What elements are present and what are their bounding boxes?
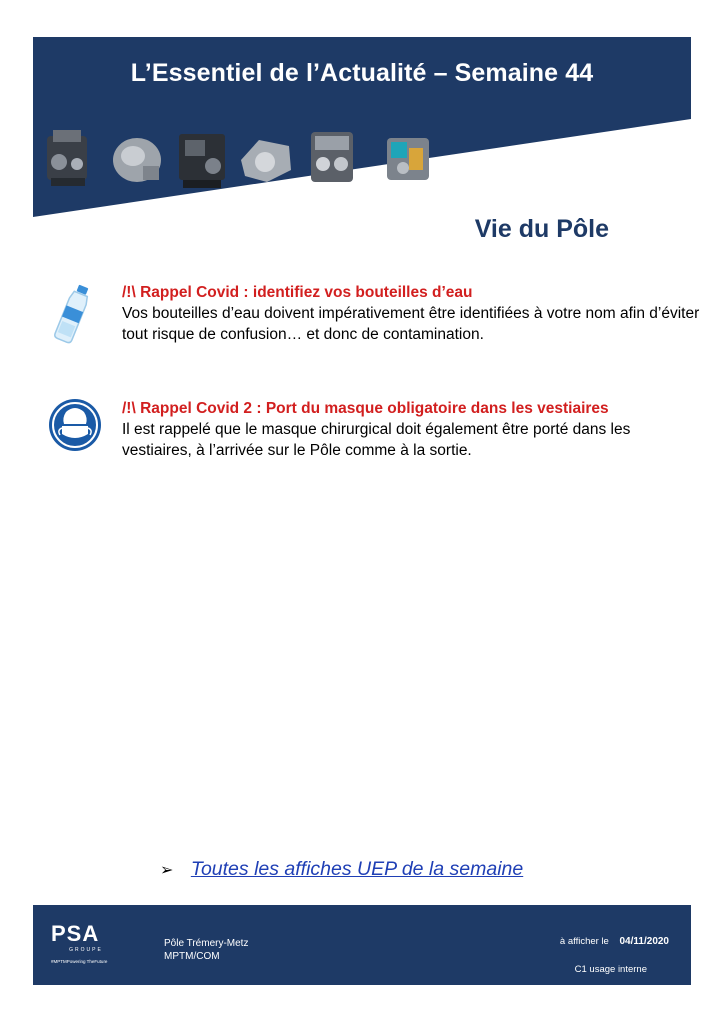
engine-image-4 xyxy=(237,122,295,194)
logo-tagline: #MPTMPowering TheFuture xyxy=(51,959,108,964)
psa-logo xyxy=(51,923,121,964)
weekly-posters-link[interactable]: Toutes les affiches UEP de la semaine xyxy=(190,858,524,880)
mask-mandatory-icon xyxy=(48,398,102,452)
news-headline: /!\ Rappel Covid 2 : Port du masque obligatoire dans les vestiaires xyxy=(122,400,609,417)
engine-image-2 xyxy=(107,122,165,194)
water-bottle-icon xyxy=(48,282,96,344)
usage-classification: C1 usage interne xyxy=(574,964,647,975)
news-body: Vos bouteilles d’eau doivent impérativement être identifiées à votre nom afin d’éviter tout risque de confusion… et donc de contamination. xyxy=(122,305,700,343)
display-label: à afficher le xyxy=(559,936,609,947)
department: MPTM/COM xyxy=(164,951,220,962)
engine-image-1 xyxy=(39,122,97,194)
engine-image-6 xyxy=(379,122,437,194)
engine-image-5 xyxy=(303,122,361,194)
site-name: Pôle Trémery-Metz xyxy=(164,938,249,949)
arrow-bullet-icon: ➢ xyxy=(160,862,174,879)
site-info xyxy=(164,937,248,963)
page-title: L’Essentiel de l’Actualité – Semaine 44 xyxy=(130,59,594,87)
link-row xyxy=(160,858,523,881)
news-headline: /!\ Rappel Covid : identifiez vos bouteilles d’eau xyxy=(122,284,473,301)
logo-groupe: GROUPE xyxy=(69,947,103,953)
section-title: Vie du Pôle xyxy=(474,215,609,243)
logo-brand: PSA xyxy=(51,921,100,946)
news-body: Il est rappelé que le masque chirurgical doit également être porté dans les vestiaires, à l’arrivée sur le Pôle comme à la sortie. xyxy=(122,421,631,459)
footer xyxy=(33,905,691,985)
display-date: 04/11/2020 xyxy=(619,936,669,947)
engine-image-3 xyxy=(173,122,231,194)
header-banner xyxy=(33,37,691,243)
display-date-row xyxy=(560,936,669,947)
